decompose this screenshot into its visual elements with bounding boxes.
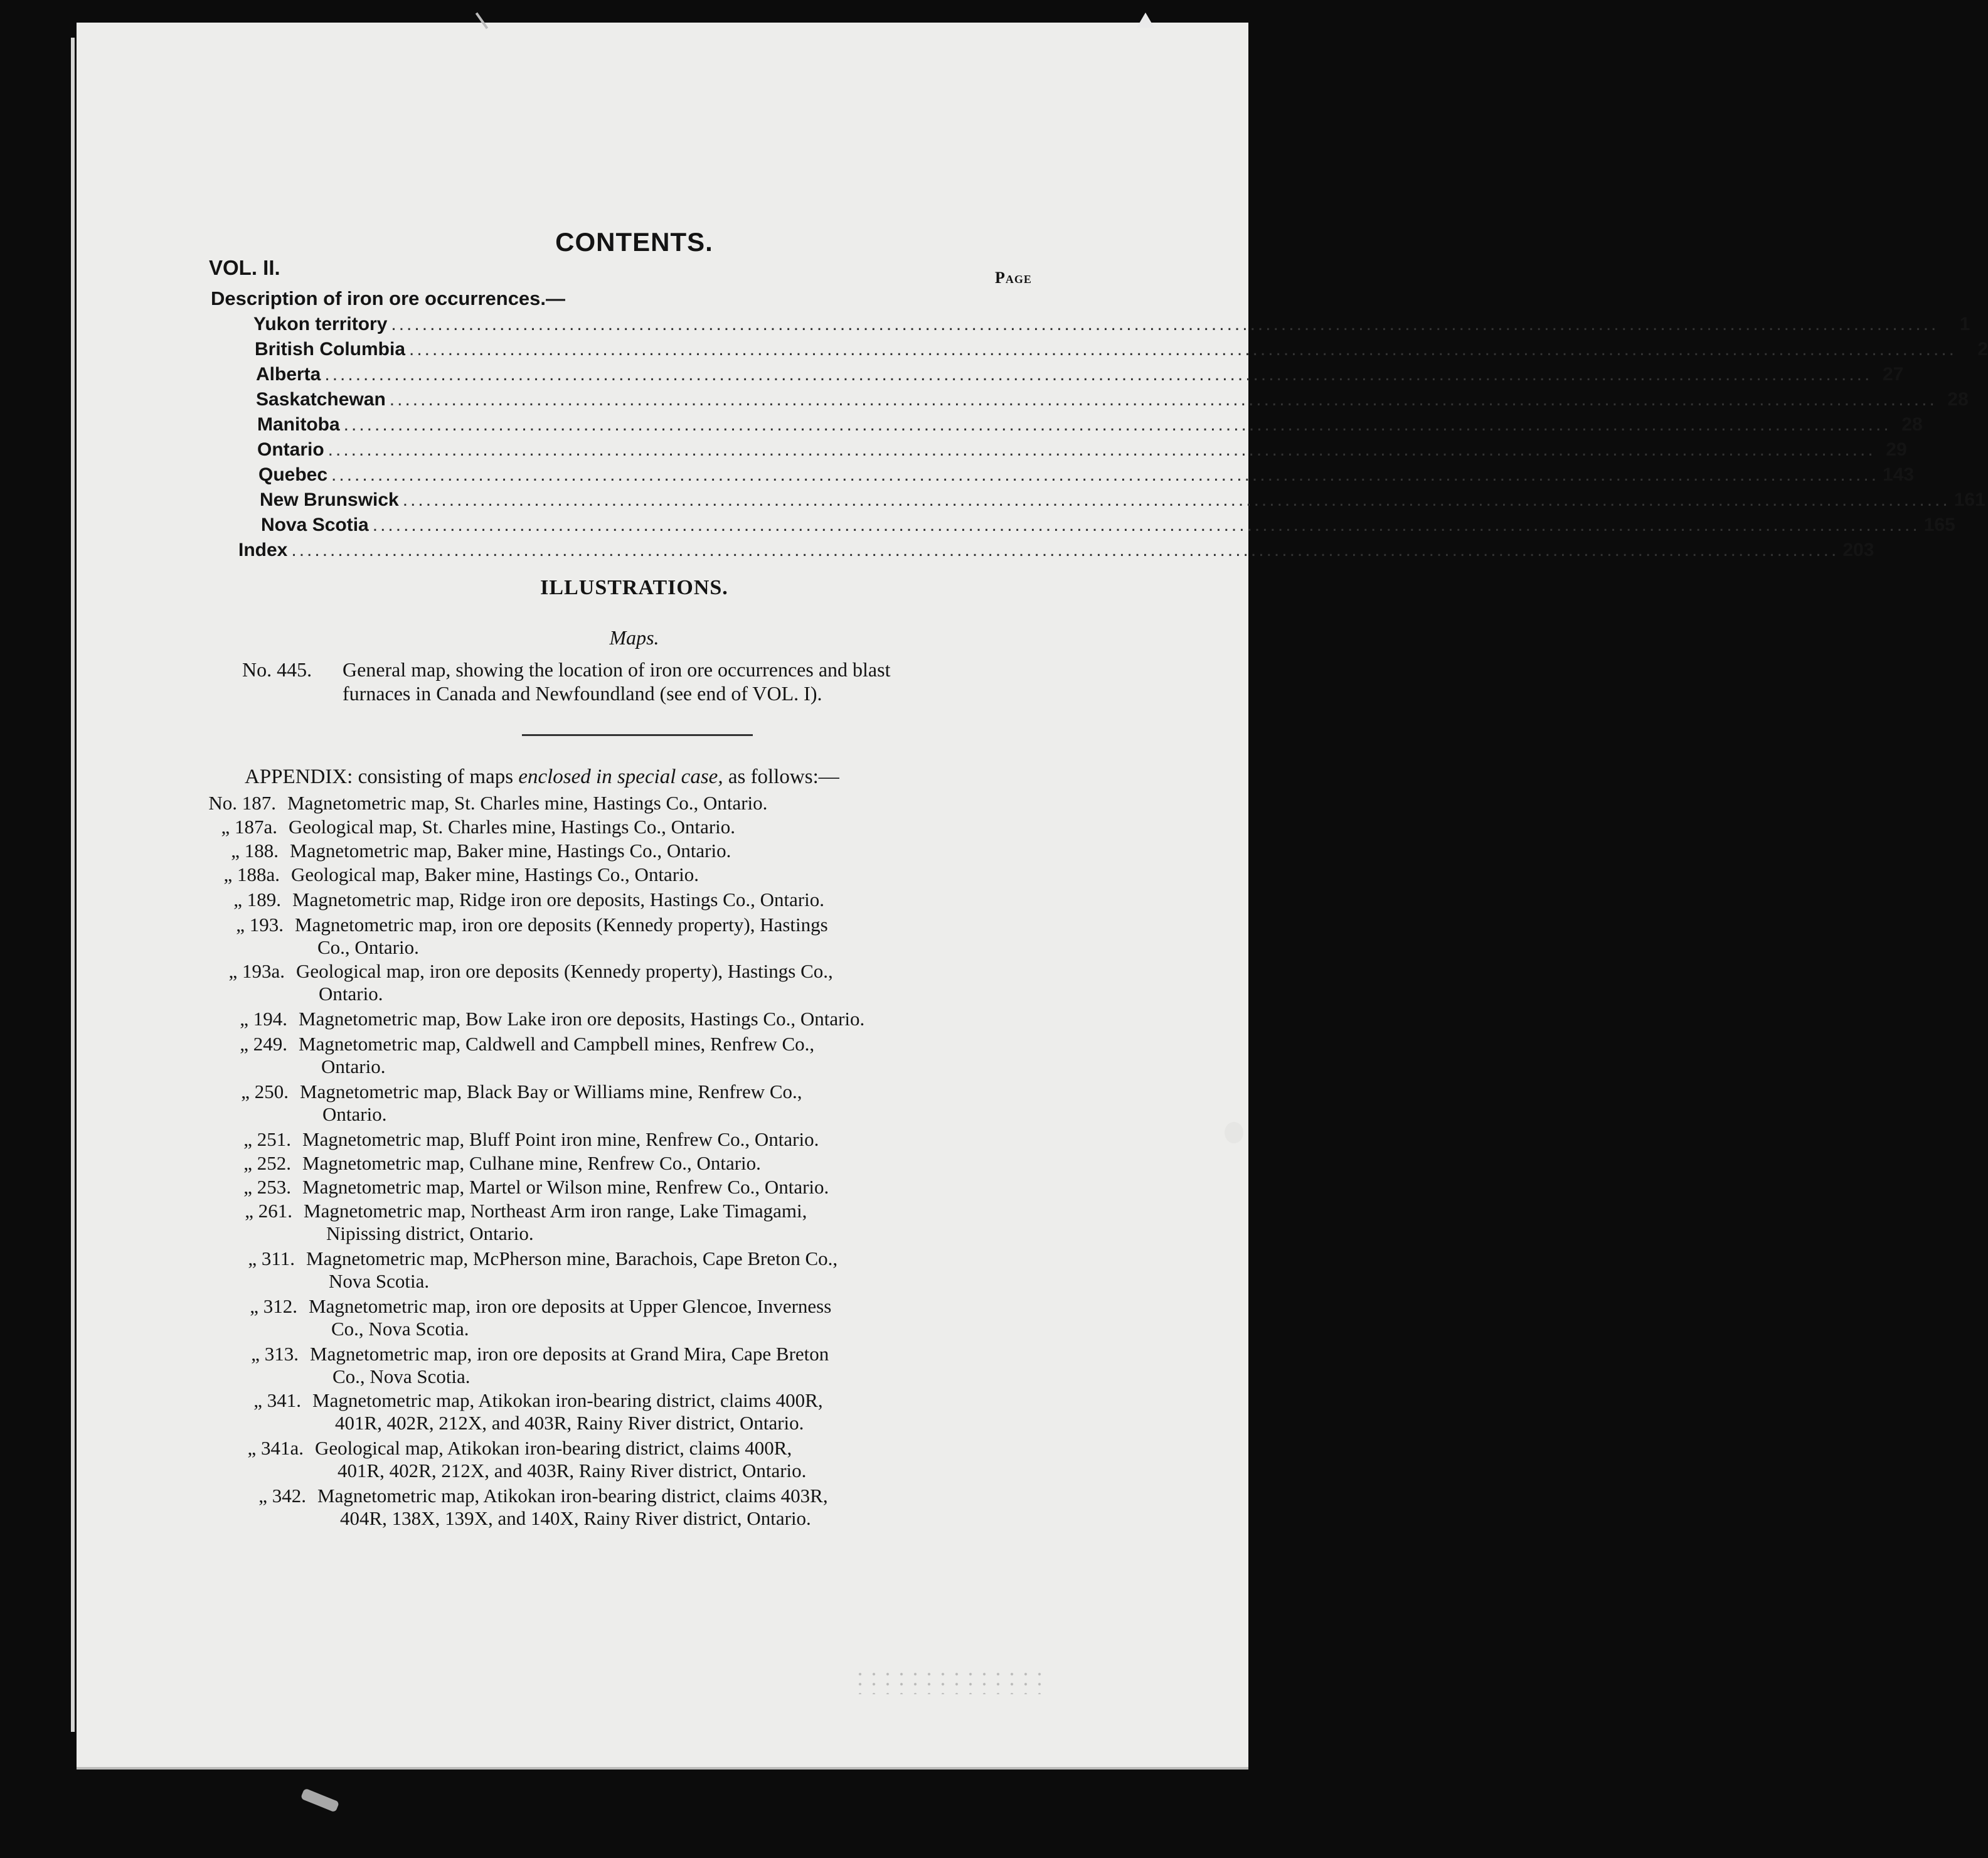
section-divider	[522, 734, 753, 736]
appendix-intro-italic: enclosed in special case,	[518, 766, 723, 788]
toc-index-page: 203	[1842, 540, 1874, 560]
maps-subtitle: Maps.	[609, 626, 659, 649]
dot-leader: ........................................................................................................................................................................................................	[324, 364, 1873, 385]
scan-corner-mark	[1137, 13, 1154, 28]
appendix-entry-line-1: Magnetometric map, McPherson mine, Barachois, Cape Breton Co.,	[306, 1247, 838, 1269]
appendix-entry-number: „ 312.	[250, 1295, 297, 1317]
toc-entry-label: Alberta	[256, 364, 321, 385]
scan-smudge	[300, 1788, 339, 1812]
appendix-entry-line-1: Magnetometric map, Black Bay or Williams mine, Renfrew Co.,	[300, 1081, 802, 1103]
contents-title: CONTENTS.	[555, 227, 713, 257]
appendix-entry-line-1: Magnetometric map, Northeast Arm iron range, Lake Timagami,	[304, 1200, 807, 1222]
appendix-entry-line-1: Magnetometric map, Martel or Wilson mine, Renfrew Co., Ontario.	[302, 1176, 829, 1198]
map-line-2: furnaces in Canada and Newfoundland (see end of VOL. I).	[343, 682, 822, 705]
appendix-entry-line-2: Co., Nova Scotia.	[331, 1318, 469, 1340]
toc-entry-label: New Brunswick	[260, 489, 399, 510]
appendix-entry-number: „ 187a.	[221, 816, 277, 838]
appendix-entry-text	[290, 840, 936, 862]
toc-entry	[261, 515, 1955, 536]
toc-entry-label: Quebec	[258, 464, 328, 485]
appendix-entry-line-1: Magnetometric map, iron ore deposits (Kennedy property), Hastings	[295, 914, 828, 936]
map-entry	[242, 658, 995, 705]
toc-entry-label: Yukon territory	[253, 314, 388, 334]
toc-entry-page: 161	[1953, 489, 1985, 510]
dot-leader: ........................................................................................................................................................................................................	[391, 314, 1939, 334]
toc-entry-label: Ontario	[257, 439, 324, 460]
toc-entry	[255, 339, 1988, 360]
toc-entry-page: 27	[1882, 364, 1904, 385]
toc-entry-label: British Columbia	[255, 339, 406, 360]
appendix-entry-line-1: Magnetometric map, Atikokan iron-bearing district, claims 403R,	[317, 1485, 828, 1507]
illustrations-title: ILLUSTRATIONS.	[540, 576, 728, 599]
toc-entry-label: Manitoba	[257, 414, 340, 435]
appendix-entry-number: „ 252.	[243, 1152, 291, 1174]
toc-entry-page: 28	[1901, 414, 1923, 435]
appendix-entry-text	[310, 1343, 956, 1388]
appendix-entry-number: „ 341.	[253, 1389, 301, 1411]
toc-entry	[256, 364, 1904, 385]
toc-index-label: Index	[238, 540, 288, 560]
dot-leader: ........................................................................................................................................................................................................	[372, 515, 1920, 535]
appendix-entry-line-1: Magnetometric map, Ridge iron ore deposits, Hastings Co., Ontario.	[292, 889, 825, 910]
appendix-entry-line-2: Ontario.	[321, 1055, 386, 1077]
appendix-entry-line-2: 404R, 138X, 139X, and 140X, Rainy River district, Ontario.	[340, 1507, 811, 1529]
appendix-entry-text	[315, 1437, 961, 1482]
toc-entry-page: 1	[1959, 314, 1970, 334]
appendix-entry-number: „ 250.	[241, 1081, 289, 1103]
toc-entry-label: Saskatchewan	[256, 389, 386, 410]
appendix-entry-text	[291, 863, 937, 886]
appendix-entry-line-1: Magnetometric map, Bluff Point iron mine, Renfrew Co., Ontario.	[302, 1128, 819, 1150]
toc-entry	[257, 414, 1923, 435]
appendix-entry-number: „ 313.	[251, 1343, 299, 1365]
appendix-entry-text	[302, 1128, 949, 1151]
appendix-entry-text	[299, 1008, 945, 1030]
appendix-entry-number: „ 188a.	[223, 863, 280, 885]
appendix-entry-number: „ 193a.	[228, 960, 285, 982]
page-column-header: Page	[995, 269, 1032, 287]
appendix-entry-line-1: Geological map, St. Charles mine, Hastings Co., Ontario.	[289, 816, 736, 838]
appendix-intro-start: APPENDIX: consisting of maps	[245, 766, 514, 788]
toc-entry	[253, 314, 1970, 335]
appendix-entry-number: „ 311.	[248, 1247, 295, 1269]
appendix-entry-text	[289, 816, 935, 838]
toc-section-heading: Description of iron ore occurrences.—	[211, 287, 566, 309]
toc-entry	[257, 439, 1907, 461]
dot-leader: ........................................................................................................................................................................................................	[343, 414, 1891, 435]
appendix-entry-text	[299, 1033, 945, 1078]
appendix-entry-text	[295, 914, 941, 959]
toc-entry	[256, 389, 1969, 410]
appendix-entry-line-1: Geological map, iron ore deposits (Kennedy property), Hastings Co.,	[296, 960, 833, 982]
appendix-entry-number: „ 188.	[231, 840, 279, 862]
toc-entry-page: 28	[1947, 389, 1969, 410]
appendix-entry-line-2: Nipissing district, Ontario.	[326, 1222, 534, 1244]
appendix-entry-line-1: Magnetometric map, Caldwell and Campbell mines, Renfrew Co.,	[299, 1033, 815, 1055]
appendix-entry-number: „ 253.	[243, 1176, 291, 1198]
appendix-intro	[245, 766, 839, 789]
appendix-entry-text	[302, 1176, 949, 1199]
toc-entry	[258, 464, 1915, 486]
map-line-1: General map, showing the location of iron ore occurrences and blast	[343, 658, 891, 681]
appendix-entry-line-1: Magnetometric map, iron ore deposits at Grand Mira, Cape Breton	[310, 1343, 829, 1365]
appendix-entry-number: „ 249.	[240, 1033, 287, 1055]
toc-entry-page: 29	[1886, 439, 1907, 460]
appendix-entry-number: „ 251.	[243, 1128, 291, 1150]
appendix-entry-text	[309, 1295, 955, 1340]
dot-leader: ........................................................................................................................................................................................................	[291, 540, 1839, 560]
appendix-entry-line-2: Ontario.	[319, 983, 383, 1005]
dot-leader: ........................................................................................................................................................................................................	[331, 464, 1879, 485]
appendix-entry-number: „ 189.	[233, 889, 281, 910]
appendix-entry-text	[300, 1081, 946, 1126]
appendix-entry-number: No. 187.	[208, 792, 276, 814]
toc-entry	[260, 489, 1985, 511]
appendix-entry-line-1: Magnetometric map, Baker mine, Hastings Co., Ontario.	[290, 840, 731, 862]
page-bottom-edge	[77, 1767, 1248, 1770]
appendix-entry-text	[312, 1389, 959, 1434]
appendix-entry-number: „ 341a.	[247, 1437, 304, 1459]
toc-entry-label: Nova Scotia	[261, 515, 369, 535]
appendix-entry-line-1: Magnetometric map, St. Charles mine, Hastings Co., Ontario.	[287, 792, 768, 814]
appendix-entry-text	[317, 1485, 964, 1530]
dot-leader: ........................................................................................................................................................................................................	[389, 389, 1937, 410]
appendix-entry-text	[302, 1152, 949, 1175]
appendix-entry-line-2: Co., Ontario.	[317, 936, 419, 958]
appendix-entry-line-1: Magnetometric map, Bow Lake iron ore deposits, Hastings Co., Ontario.	[299, 1008, 865, 1030]
appendix-entry-text	[292, 889, 938, 911]
appendix-entry-number: „ 342.	[258, 1485, 306, 1507]
volume-label: VOL. II.	[209, 256, 280, 279]
dot-leader: ........................................................................................................................................................................................................	[327, 439, 1876, 460]
appendix-entry-line-2: Co., Nova Scotia.	[332, 1365, 470, 1387]
appendix-entry-number: „ 193.	[236, 914, 284, 936]
appendix-entry-line-2: Nova Scotia.	[329, 1270, 430, 1292]
appendix-entry-text	[306, 1247, 952, 1293]
binding-edge	[71, 38, 75, 1732]
map-number: No. 445.	[242, 658, 312, 681]
appendix-entry-text	[287, 792, 933, 814]
appendix-entry-text	[304, 1200, 950, 1245]
appendix-entry-line-2: Ontario.	[322, 1103, 387, 1125]
appendix-entry-line-1: Magnetometric map, iron ore deposits at Upper Glencoe, Inverness	[309, 1295, 832, 1317]
scan-blot	[1225, 1122, 1243, 1143]
toc-entry-page: 2	[1977, 339, 1988, 360]
toc-entry-page: 143	[1883, 464, 1915, 485]
appendix-entry-line-2: 401R, 402R, 212X, and 403R, Rainy River district, Ontario.	[338, 1460, 807, 1482]
scan-speckle	[853, 1669, 1041, 1694]
appendix-entry-line-2: 401R, 402R, 212X, and 403R, Rainy River district, Ontario.	[335, 1412, 804, 1434]
toc-index-entry	[238, 540, 1874, 561]
appendix-entry-line-1: Geological map, Baker mine, Hastings Co., Ontario.	[291, 863, 699, 885]
appendix-entry-line-1: Magnetometric map, Atikokan iron-bearing district, claims 400R,	[312, 1389, 823, 1411]
appendix-entry-line-1: Magnetometric map, Culhane mine, Renfrew Co., Ontario.	[302, 1152, 761, 1174]
dot-leader: ........................................................................................................................................................................................................	[402, 489, 1950, 510]
appendix-entry-number: „ 261.	[245, 1200, 292, 1222]
appendix-entry-number: „ 194.	[240, 1008, 287, 1030]
dot-leader: ........................................................................................................................................................................................................	[409, 339, 1957, 360]
appendix-intro-end: as follows:—	[728, 766, 839, 788]
toc-entry-page: 165	[1923, 515, 1955, 535]
appendix-entry-line-1: Geological map, Atikokan iron-bearing district, claims 400R,	[315, 1437, 792, 1459]
appendix-entry-text	[296, 960, 942, 1005]
